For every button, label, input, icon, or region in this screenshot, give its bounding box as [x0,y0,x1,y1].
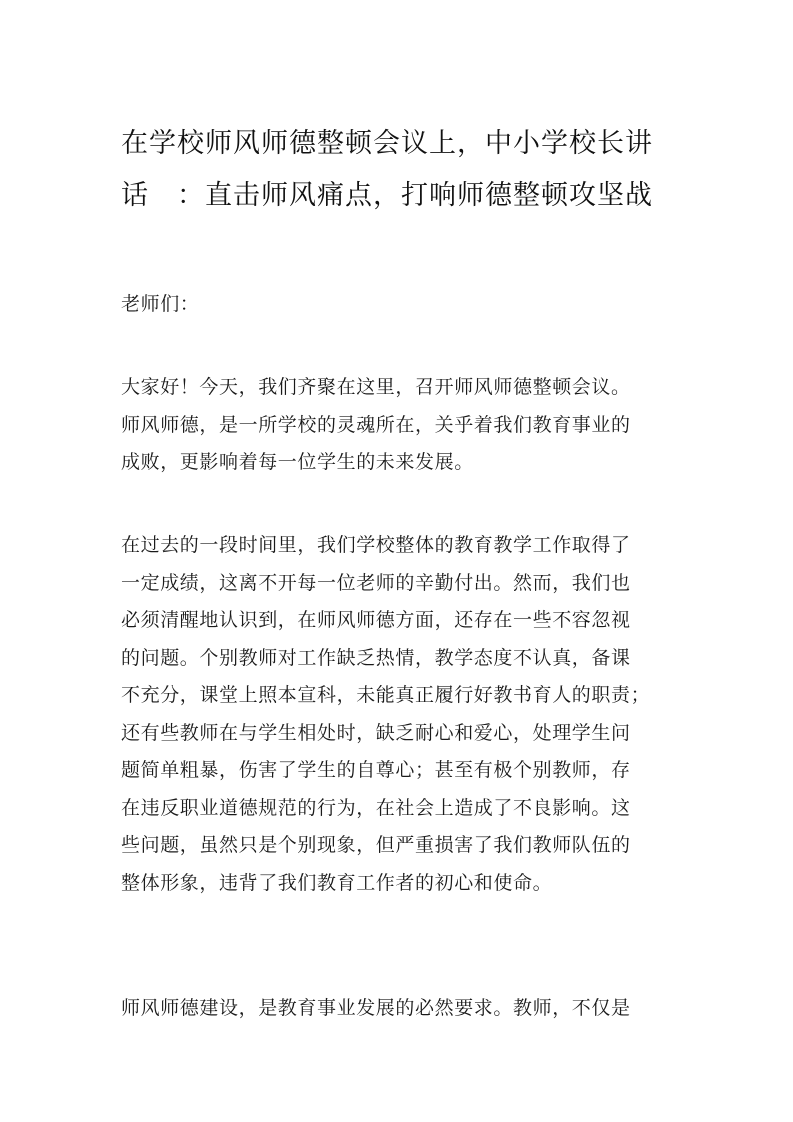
paragraph-line: 的问题。个别教师对工作缺乏热情，教学态度不认真，备课 [121,646,631,669]
paragraph-line: 必须清醒地认识到，在师风师德方面，还存在一些不容忽视 [121,609,631,631]
paragraph-line: 题简单粗暴，伤害了学生的自尊心；甚至有极个别教师，存 [121,759,631,781]
document-title [121,118,681,222]
greeting: 老师们： [121,293,200,315]
paragraph-line: 不充分，课堂上照本宣科，未能真正履行好教书育人的职责； [121,684,651,706]
paragraph-opening [121,369,681,482]
paragraph-line: 大家好！今天，我们齐聚在这里，召开师风师德整顿会议。 [121,376,631,398]
paragraph-construction [121,990,681,1028]
title-line: 在学校师风师德整顿会议上，中小学校长讲 [121,128,653,159]
paragraph-line: 些问题，虽然只是个别现象，但严重损害了我们教师队伍的 [121,834,631,856]
paragraph-line: 一定成绩，这离不开每一位老师的辛勤付出。然而，我们也 [121,571,631,594]
title-line: 话 ：直击师风痛点，打响师德整顿攻坚战 [121,180,653,211]
paragraph-line: 师风师德，是一所学校的灵魂所在，关乎着我们教育事业的 [121,413,631,436]
paragraph-line: 成败，更影响着每一位学生的未来发展。 [121,451,474,473]
paragraph-line: 师风师德建设，是教育事业发展的必然要求。教师，不仅是 [121,997,631,1019]
paragraph-line: 整体形象，违背了我们教育工作者的初心和使命。 [121,871,553,894]
paragraph-line: 在违反职业道德规范的行为，在社会上造成了不良影响。这 [121,796,631,819]
paragraph-problems [121,527,681,902]
paragraph-line: 在过去的一段时间里，我们学校整体的教育教学工作取得了 [121,534,631,556]
paragraph-line: 还有些教师在与学生相处时，缺乏耐心和爱心，处理学生问 [121,721,631,744]
